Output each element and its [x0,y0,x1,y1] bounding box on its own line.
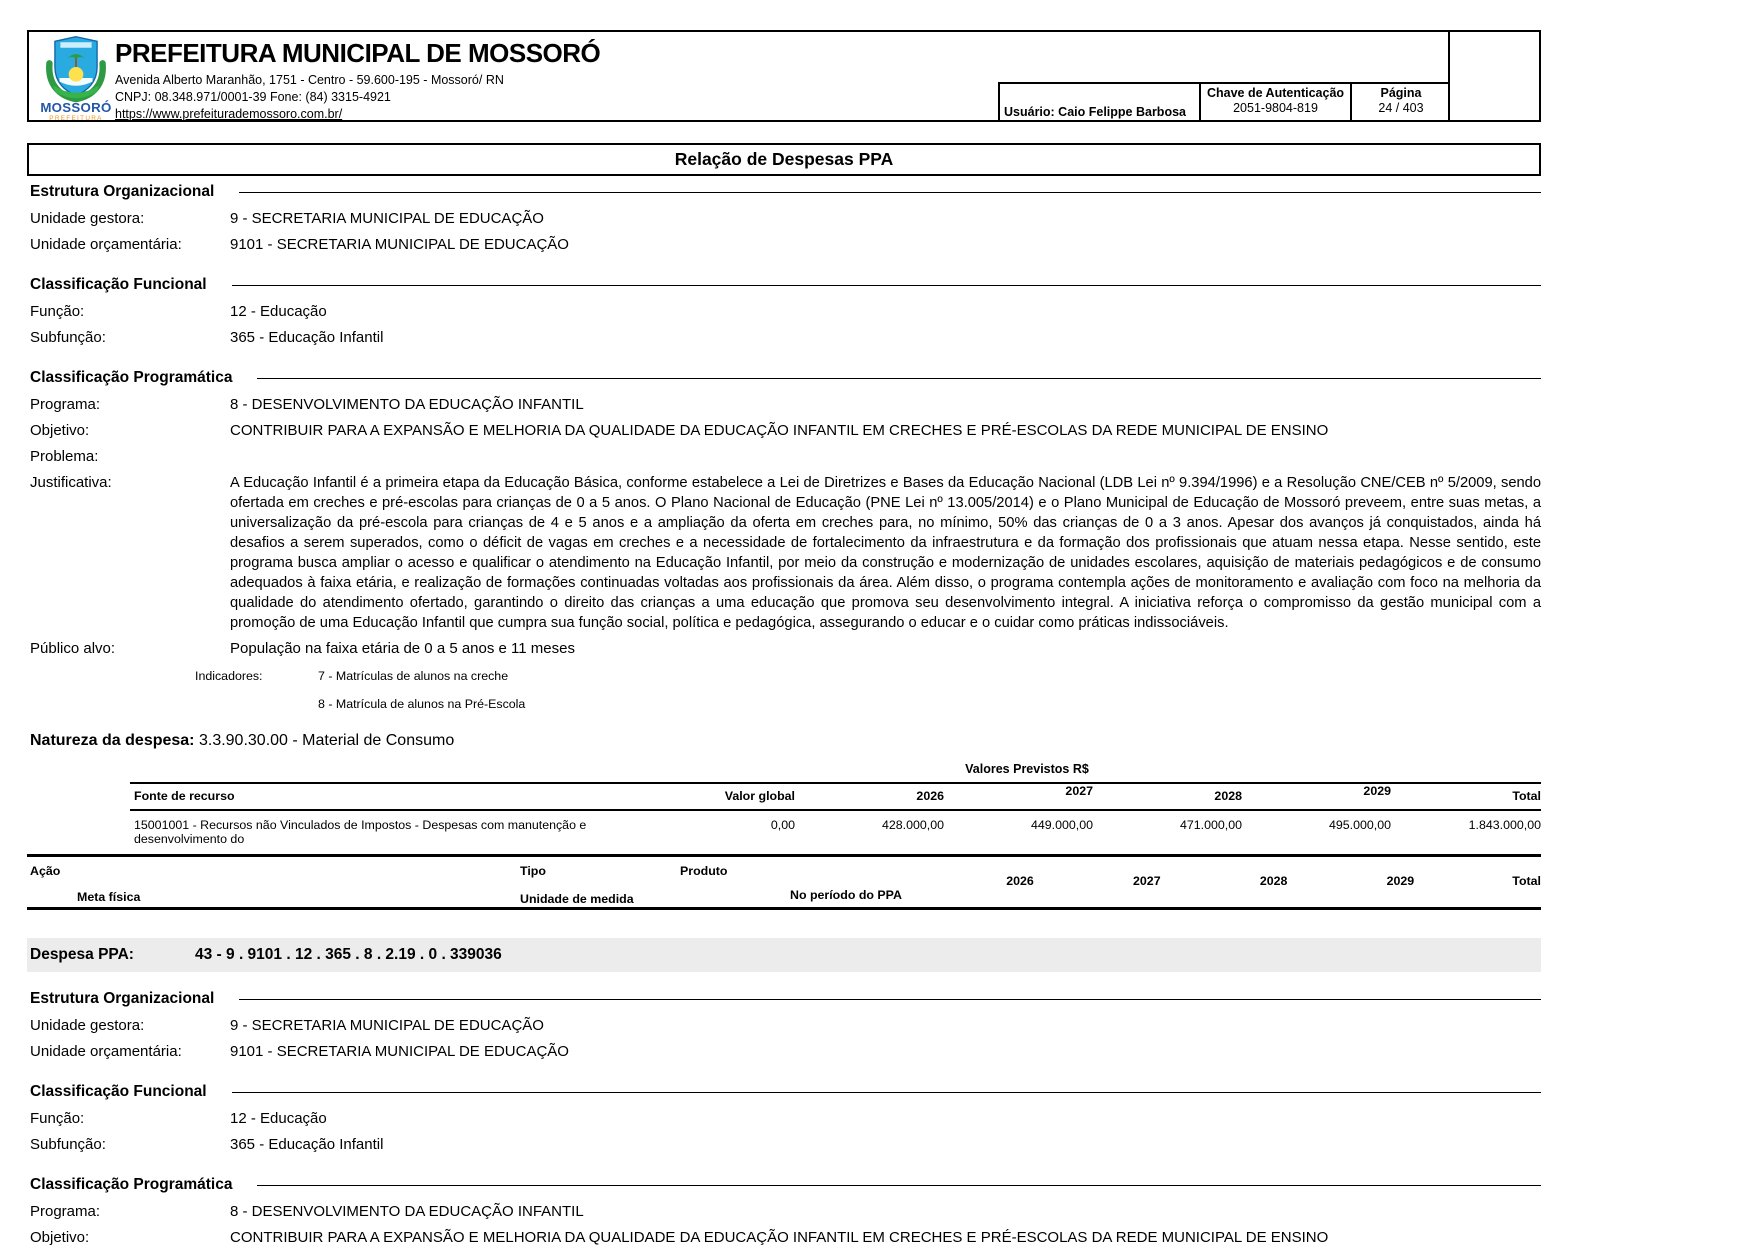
field-label: Unidade gestora: [30,1017,145,1034]
report-title-bar [27,143,1541,176]
section-classificacao-funcional [27,276,1541,294]
org-name: PREFEITURA MUNICIPAL DE MOSSORÓ [115,38,601,68]
field-funcao [27,299,1541,325]
field-label: Problema: [30,448,99,465]
field-subfuncao [27,325,1541,351]
field-subfuncao [27,1132,1541,1158]
logo-sub-text: PREFEITURA [49,115,103,122]
field-value: 12 - Educação [230,1110,327,1127]
section-title: Classificação Funcional [30,276,207,293]
field-justificativa [27,470,1541,636]
section-title: Classificação Programática [30,369,233,386]
org-cnpj-phone: CNPJ: 08.348.971/0001-39 Fone: (84) 3315-4921 [115,90,391,104]
letterhead [27,30,1541,122]
field-label: Programa: [30,396,101,413]
col-acao: Ação [30,864,61,878]
field-label: Subfunção: [30,329,106,346]
col-total: Total [1512,874,1541,888]
natureza-label: Natureza da despesa: [30,732,195,749]
section-rule [232,1092,1541,1093]
field-label: Programa: [30,1203,101,1220]
field-objetivo [27,1225,1541,1251]
valores-header-row [130,782,1541,811]
col-produto: Produto [680,864,728,878]
field-label: Função: [30,1110,85,1127]
field-label: Objetivo: [30,1229,90,1246]
field-value: 8 - DESENVOLVIMENTO DA EDUCAÇÃO INFANTIL [230,396,584,413]
indicador-value: 8 - Matrícula de alunos na Pré-Escola [318,697,526,711]
section-estrutura-organizacional [27,990,1541,1008]
field-value: 8 - DESENVOLVIMENTO DA EDUCAÇÃO INFANTIL [230,1203,584,1220]
section-rule [257,1185,1541,1186]
cell-2027: 449.000,00 [1030,818,1093,832]
col-no-periodo-do-ppa: No período do PPA [790,888,902,902]
col-meta-fisica: Meta física [77,890,141,904]
field-value: 365 - Educação Infantil [230,1136,384,1153]
field-programa [27,392,1541,418]
field-value: 9101 - SECRETARIA MUNICIPAL DE EDUCAÇÃO [230,236,569,253]
page-number-cell [1350,82,1450,122]
col-tipo: Tipo [520,864,546,878]
page-value: 24 / 403 [1378,101,1424,115]
field-label: Unidade orçamentária: [30,1043,182,1060]
field-value: 365 - Educação Infantil [230,329,384,346]
section-title: Estrutura Organizacional [30,990,215,1007]
section-title: Estrutura Organizacional [30,183,215,200]
col-2026: 2026 [1006,874,1034,888]
valores-data-row [130,811,1541,854]
section-rule [239,192,1541,193]
section-rule [239,999,1541,1000]
section-title: Classificação Programática [30,1176,233,1193]
cell-valor-global: 0,00 [770,818,795,832]
field-label: Público alvo: [30,640,116,657]
col-2028: 2028 [1214,789,1242,803]
col-fonte-de-recurso: Fonte de recurso [134,789,235,803]
field-value: 9101 - SECRETARIA MUNICIPAL DE EDUCAÇÃO [230,1043,569,1060]
user-name: Usuário: Caio Felippe Barbosa [1004,105,1186,119]
field-value [230,447,1541,467]
section-rule [257,378,1541,379]
col-valor-global: Valor global [724,789,795,803]
cell-2029: 495.000,00 [1328,818,1391,832]
field-publico-alvo [27,636,1541,662]
despesa-ppa-code: 43 - 9 . 9101 . 12 . 365 . 8 . 2.19 . 0 . 339036 [195,946,502,963]
valores-table [130,782,1541,854]
cell-2028: 471.000,00 [1179,818,1242,832]
field-value: 12 - Educação [230,303,327,320]
page-label: Página [1380,86,1422,100]
field-objetivo [27,418,1541,444]
section-classificacao-funcional [27,1083,1541,1101]
acao-year-columns [907,874,1541,888]
report-title: Relação de Despesas PPA [674,149,894,169]
field-unidade-orcamentaria [27,232,1541,258]
col-2029: 2029 [1386,874,1415,888]
natureza-value: 3.3.90.30.00 - Material de Consumo [198,732,455,749]
auth-key-value: 2051-9804-819 [1233,101,1318,115]
field-label: Unidade gestora: [30,210,145,227]
indicadores-row-2 [27,690,1541,718]
user-cell [998,82,1199,122]
col-2027: 2027 [1133,874,1161,888]
col-2028: 2028 [1259,874,1288,888]
section-rule [232,285,1541,286]
auth-key-label: Chave de Autenticação [1206,86,1345,100]
cell-2026: 428.000,00 [881,818,944,832]
field-label: Unidade orçamentária: [30,236,182,253]
section-estrutura-organizacional [27,183,1541,201]
field-unidade-gestora [27,206,1541,232]
acao-header-band [27,854,1541,910]
natureza-despesa-row [27,732,1541,750]
field-label: Objetivo: [30,422,90,439]
despesa-ppa-bar [27,938,1541,972]
org-address: Avenida Alberto Maranhão, 1751 - Centro - 59.600-195 - Mossoró/ RN [115,73,504,87]
report-body [27,183,1541,1251]
field-problema [27,444,1541,470]
letterhead-text [115,38,735,123]
col-2026: 2026 [916,789,944,803]
despesa-ppa-label: Despesa PPA: [30,946,134,963]
website-link[interactable]: https://www.prefeiturademossoro.com.br/ [115,107,343,121]
field-label: Justificativa: [30,474,112,491]
indicador-value: 7 - Matrículas de alunos na creche [318,669,509,683]
field-label: Subfunção: [30,1136,106,1153]
col-total: Total [1512,789,1541,803]
field-unidade-orcamentaria [27,1039,1541,1065]
field-value: CONTRIBUIR PARA A EXPANSÃO E MELHORIA DA QUALIDADE DA EDUCAÇÃO INFANTIL EM CRECHES E PRÉ-ESCOLAS DA REDE MUNICIPAL DE ENSINO [230,1229,1329,1246]
field-value: A Educação Infantil é a primeira etapa da Educação Básica, conforme estabelece a Lei de Diretrizes e Bases da Educação Nacional (LDB Lei nº 9.394/1996) e a Resolução CNE/CEB nº 5/2009, sendo ofertada em creches e pré-escolas para crianças de 0 a 5 anos. O Plano Nacional de Educação (PNE Lei nº 13.005/2014) e o Plano Municipal de Educação de Mossoró preveem, entre suas metas, a universalização da pré-escola para crianças de 4 e 5 anos e a ampliação da oferta em creches para, no mínimo, 50% das crianças de 0 a 3 anos. Apesar dos avanços já conquistados, ainda há desafios a serem superados, como o déficit de vagas em creches e a necessidade de fortalecimento da infraestrutura e da formação dos profissionais que atuam nessa etapa. Nesse sentido, este programa busca ampliar o acesso e qualificar o atendimento na Educação Infantil, por meio da construção e modernização de unidades escolares, aquisição de materiais pedagógicos e de consumo adequados à faixa etária, e realização de formações continuadas voltadas aos profissionais da área. Além disso, o programa contempla ações de monitoramento e avaliação com foco na melhoria da qualidade do atendimento ofertado, garantindo o direito das crianças a uma educação que promova seu desenvolvimento integral. A iniciativa reforça o compromisso da gestão municipal com a promoção de uma Educação Infantil que cumpra sua função social, política e pedagógica, assegurando o educar e o cuidar como práticas indissociáveis. [230,475,1541,631]
col-2027: 2027 [1065,784,1093,798]
field-programa [27,1199,1541,1225]
field-value: População na faixa etária de 0 a 5 anos e 11 meses [230,640,575,657]
field-value: 9 - SECRETARIA MUNICIPAL DE EDUCAÇÃO [230,1017,544,1034]
field-funcao [27,1106,1541,1132]
col-unidade-de-medida: Unidade de medida [520,892,634,906]
indicadores-row-1 [27,662,1541,690]
section-classificacao-programatica [27,369,1541,387]
indicadores-label: Indicadores: [195,669,263,683]
cell-total: 1.843.000,00 [1468,818,1541,832]
logo-city-text: MOSSORÓ [40,99,112,115]
field-label: Função: [30,303,85,320]
field-unidade-gestora [27,1013,1541,1039]
cell-fonte: 15001001 - Recursos não Vinculados de Impostos - Despesas com manutenção e desenvolvimento do [134,818,587,846]
section-title: Classificação Funcional [30,1083,207,1100]
field-value: CONTRIBUIR PARA A EXPANSÃO E MELHORIA DA QUALIDADE DA EDUCAÇÃO INFANTIL EM CRECHES E PRÉ-ESCOLAS DA REDE MUNICIPAL DE ENSINO [230,422,1329,439]
col-2029: 2029 [1363,784,1391,798]
section-classificacao-programatica [27,1176,1541,1194]
auth-key-cell [1199,82,1350,122]
header-divider [1448,32,1450,120]
mossoro-crest-logo [39,34,113,122]
field-value: 9 - SECRETARIA MUNICIPAL DE EDUCAÇÃO [230,210,544,227]
valores-caption: Valores Previstos R$ [965,762,1089,776]
